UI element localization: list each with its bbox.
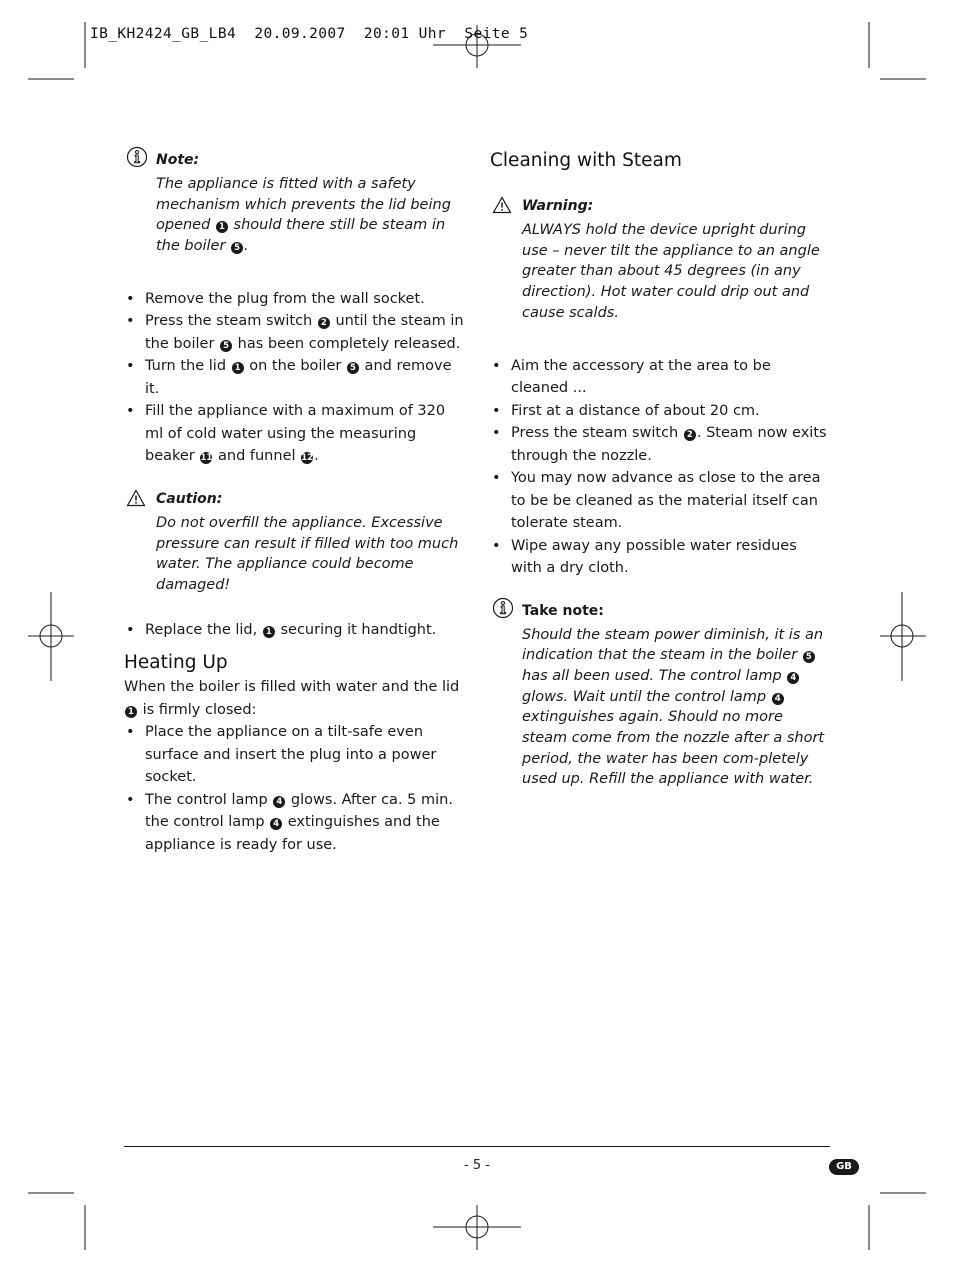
take-note-block	[490, 597, 830, 791]
reference-number-circle: 12	[301, 453, 314, 464]
note-title: Note:	[156, 152, 200, 168]
heating-intro: When the boiler is filled with water and the lid 1 is firmly closed:	[124, 679, 460, 718]
warning-text: ALWAYS hold the device upright during use – never tilt the appliance to an angle greater than about 45 degrees (in any direction). Hot water could drip out and cause scalds.	[522, 222, 820, 321]
list-item: • Wipe away any possible water residues with a dry cloth.	[490, 535, 830, 580]
language-badge: GB	[829, 1159, 859, 1175]
right-column	[490, 146, 830, 790]
list-item: • Aim the accessory at the area to be cleaned ...	[490, 355, 830, 400]
list-item: • Turn the lid 1 on the boiler 5 and remove it.	[124, 355, 464, 400]
note-block	[124, 146, 464, 257]
warning-triangle-icon	[492, 196, 512, 214]
heating-list	[124, 721, 464, 856]
reference-number-circle: 5	[347, 362, 359, 374]
take-note-title: Take note:	[522, 602, 604, 619]
info-icon	[126, 146, 148, 168]
list-item: • The control lamp 4 glows. After ca. 5 min. the control lamp 4 extinguishes and the appliance is ready for use.	[124, 789, 464, 857]
caution-text: Do not overfill the appliance. Excessive pressure can result if filled with too much water. The appliance could become damaged!	[156, 514, 459, 593]
footer-rule	[124, 1146, 830, 1147]
list-item: • Place the appliance on a tilt-safe even surface and insert the plug into a power socket.	[124, 721, 464, 789]
reference-number-circle: 5	[220, 340, 232, 352]
reference-number-circle: 1	[125, 706, 137, 718]
reference-number-circle: 5	[231, 242, 243, 254]
print-slug: IB_KH2424_GB_LB4 20.09.2007 20:01 Uhr Seite 5	[90, 26, 529, 42]
warning-triangle-icon	[126, 489, 146, 507]
reference-number-circle: 2	[684, 429, 696, 441]
reference-number-circle: 4	[270, 818, 282, 830]
reference-number-circle: 4	[273, 796, 285, 808]
cleaning-list	[490, 355, 830, 580]
info-icon	[492, 597, 514, 619]
caution-title: Caution:	[156, 490, 223, 507]
list-item: • Press the steam switch 2 until the steam in the boiler 5 has been completely released.	[124, 310, 464, 355]
heating-up-heading: Heating Up	[124, 652, 228, 674]
cleaning-with-steam-heading: Cleaning with Steam	[490, 150, 682, 171]
warning-block	[490, 196, 830, 324]
lid-list	[124, 619, 464, 642]
reference-number-circle: 1	[232, 362, 244, 374]
reference-number-circle: 5	[803, 651, 815, 663]
list-item: • Replace the lid, 1 securing it handtight.	[124, 619, 464, 642]
note-text: The appliance is fitted with a safety mechanism which prevents the lid being opened 1 should there still be steam in the boiler 5 .	[156, 176, 451, 255]
list-item: • Press the steam switch 2 . Steam now exits through the nozzle.	[490, 422, 830, 467]
page-number: - 5 -	[464, 1158, 490, 1173]
reference-number-circle: 1	[216, 221, 228, 233]
reference-number-circle: 1	[263, 626, 275, 638]
reference-number-circle: 2	[318, 317, 330, 329]
left-column	[124, 146, 464, 856]
list-item: • You may now advance as close to the area to be be cleaned as the material itself can tolerate steam.	[490, 467, 830, 535]
list-item: • Fill the appliance with a maximum of 320 ml of cold water using the measuring beaker 11 and funnel 12.	[124, 400, 464, 468]
reference-number-circle: 4	[787, 672, 799, 684]
preparation-list	[124, 288, 464, 468]
reference-number-circle: 11	[200, 453, 213, 464]
take-note-text: Should the steam power diminish, it is an indication that the steam in the boiler 5 has all been used. The control lamp 4 glows. Wait until the control lamp 4 extinguishes again. Should no more steam come from the nozzle after a short period, the water has been com-pletely used up. Refill the appliance with water.	[522, 626, 825, 788]
list-item: • Remove the plug from the wall socket.	[124, 288, 464, 311]
warning-title: Warning:	[522, 198, 594, 214]
reference-number-circle: 4	[772, 693, 784, 705]
list-item: • First at a distance of about 20 cm.	[490, 400, 830, 423]
caution-block	[124, 489, 464, 596]
